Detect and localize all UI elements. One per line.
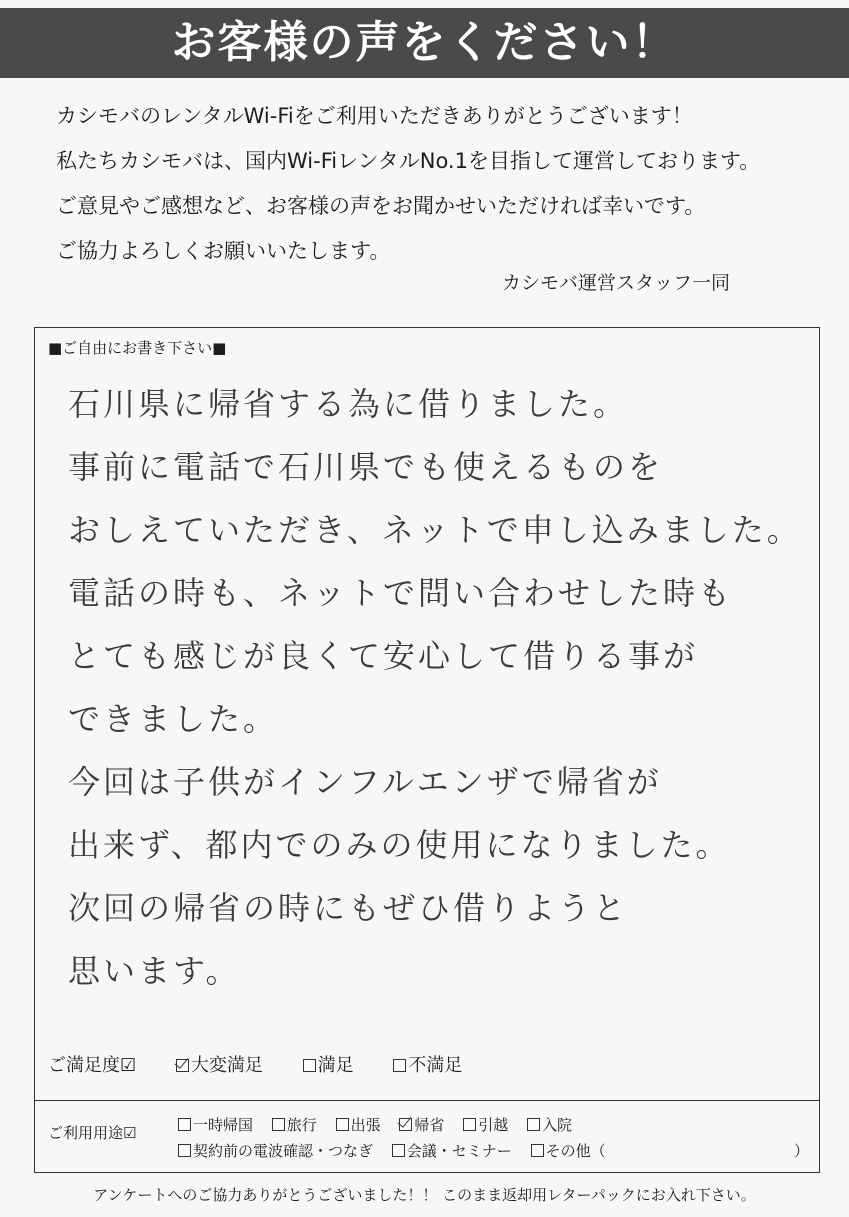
handwritten-line: とても感じが良くて安心して借りる事が [68, 637, 699, 675]
checkbox-icon[interactable] [303, 1059, 316, 1072]
checkbox-icon[interactable] [463, 1118, 476, 1131]
checkbox-icon[interactable] [272, 1118, 285, 1131]
handwritten-line: できました。 [68, 700, 279, 738]
usage-option-homecoming[interactable]: 帰省 [399, 1115, 444, 1135]
handwritten-comment [68, 378, 802, 1008]
section-divider [34, 1100, 820, 1101]
intro-line: カシモバのレンタルWi-Fiをご利用いただきありがとうございます！ [56, 104, 693, 128]
intro-text [56, 102, 816, 282]
handwritten-line: 電話の時も、ネットで問い合わせした時も [68, 574, 734, 612]
satisfaction-label: ご満足度☑ [48, 1055, 137, 1076]
handwritten-line: 思います。 [68, 952, 241, 990]
checkbox-icon[interactable] [336, 1118, 349, 1131]
checkbox-icon[interactable] [392, 1144, 405, 1157]
satisfaction-option-satisfied[interactable]: 満足 [303, 1053, 354, 1079]
free-comment-header: ■ご自由にお書き下さい■ [48, 339, 227, 357]
intro-line: ご意見やご感想など、お客様の声をお聞かせいただければ幸いです。 [56, 194, 706, 218]
handwritten-line: 出来ず、都内でのみの使用になりました。 [68, 826, 731, 864]
checkbox-icon[interactable] [178, 1118, 191, 1131]
handwritten-line: 石川県に帰省する為に借りました。 [68, 385, 629, 423]
intro-line: 私たちカシモバは、国内Wi-FiレンタルNo.1を目指して運営しております。 [56, 149, 761, 173]
satisfaction-option-dissatisfied[interactable]: 不満足 [393, 1053, 462, 1079]
usage-option-business-trip[interactable]: 出張 [336, 1115, 381, 1135]
checkbox-checked-icon[interactable] [176, 1059, 189, 1072]
checkbox-icon[interactable] [527, 1118, 540, 1131]
usage-option-moving[interactable]: 引越 [463, 1115, 508, 1135]
signature: カシモバ運営スタッフ一同 [502, 272, 731, 294]
handwritten-line: 今回は子供がインフルエンザで帰省が [68, 763, 662, 801]
usage-option-signal-check[interactable]: 契約前の電波確認・つなぎ [178, 1141, 373, 1161]
handwritten-line: おしえていただき、ネットで申し込みました。 [68, 511, 802, 549]
usage-other-close-paren: ） [794, 1142, 810, 1160]
satisfaction-option-very-satisfied[interactable]: 大変満足 [176, 1053, 263, 1079]
usage-option-temporary-return[interactable]: 一時帰国 [178, 1115, 253, 1135]
title-banner [0, 8, 849, 78]
usage-option-other[interactable]: その他（ [531, 1141, 606, 1161]
usage-label: ご利用用途☑ [48, 1124, 137, 1142]
checkbox-icon[interactable] [178, 1144, 191, 1157]
intro-line: ご協力よろしくお願いいたします。 [56, 239, 391, 263]
handwritten-line: 事前に電話で石川県でも使えるものを [68, 448, 664, 486]
checkbox-checked-icon[interactable] [399, 1118, 412, 1131]
usage-option-hospitalization[interactable]: 入院 [527, 1115, 572, 1135]
checkbox-icon[interactable] [531, 1144, 544, 1157]
usage-option-travel[interactable]: 旅行 [272, 1115, 317, 1135]
usage-row-1 [178, 1115, 586, 1135]
satisfaction-row [48, 1053, 476, 1079]
footer-note: アンケートへのご協力ありがとうございました！！ このまま返却用レターパックにお入れ下さい。 [93, 1186, 756, 1204]
usage-row-2 [178, 1141, 606, 1161]
usage-option-meeting-seminar[interactable]: 会議・セミナー [392, 1141, 512, 1161]
handwritten-line: 次回の帰省の時にもぜひ借りようと [68, 889, 629, 927]
page-title: お客様の声をください！ [171, 17, 678, 68]
checkbox-icon[interactable] [393, 1059, 406, 1072]
